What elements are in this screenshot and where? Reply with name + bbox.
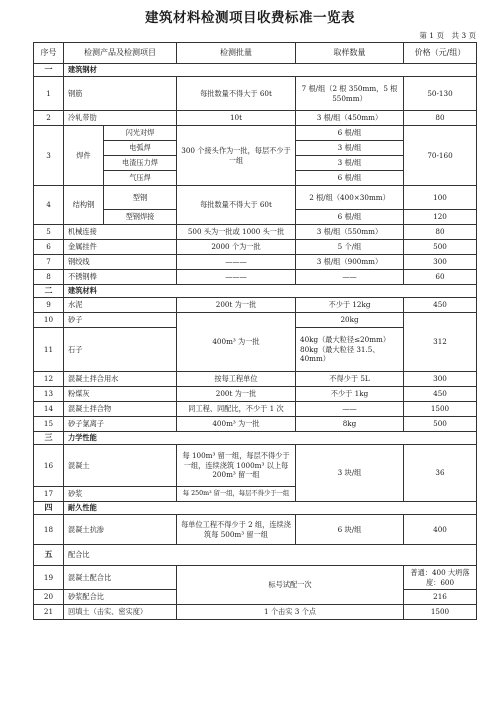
table-row: 9 水泥 200t 为一批 不少于 12kg 450	[34, 298, 477, 313]
fee-table	[33, 42, 477, 620]
table-row: 15 砂子氯离子 400m³ 为一批 8kg 500	[34, 417, 477, 432]
header-batch: 检测批量	[177, 43, 296, 64]
section-row	[34, 432, 477, 445]
table-row: 17 砂浆 每 250m³ 留一组，每层不得少于一组	[34, 487, 477, 502]
section-number: 一	[34, 64, 64, 77]
table-row: 7 钢绞线 ——— 3 根/组（900mm） 300	[34, 255, 477, 270]
header-item: 检测产品及检测项目	[64, 43, 177, 64]
table-row: 21 回填土（击实、密实度） 1 个击实 3 个点 1500	[34, 605, 477, 620]
table-row: 13 粉煤灰 200t 为一批 不少于 1kg 450	[34, 387, 477, 402]
section-name: 建筑钢材	[64, 64, 477, 77]
section-row	[34, 64, 477, 77]
page-number: 第 1 页 共 3 页	[419, 31, 476, 40]
section-row	[34, 545, 477, 566]
section-row	[34, 502, 477, 515]
table-row: 10 砂子 400m³ 为一批 20kg 312	[34, 313, 477, 328]
table-row: 电渣压力焊 3 根/组	[34, 156, 477, 171]
table-row: 12 混凝土拌合用水 按每工程单位 不得少于 5L 300	[34, 372, 477, 387]
table-header	[34, 43, 477, 64]
table-row: 电弧焊 3 根/组	[34, 141, 477, 156]
table-row: 气压焊 6 根/组	[34, 171, 477, 186]
table-row: 5 机械连接 500 头为一批或 1000 头一批 3 根/组（550mm） 80	[34, 225, 477, 240]
table-row: 14 混凝土拌合物 同工程、同配比，不少于 1 次 —— 1500	[34, 402, 477, 417]
section-number: 二	[34, 285, 64, 298]
table-row: 3 焊件 闪光对焊 300 个接头作为一批，每层不少于一组 6 根/组 70-160	[34, 126, 477, 141]
table-row: 19 混凝土配合比 标号试配一次 普通：400 大坍落度：600	[34, 566, 477, 590]
page-title: 建筑材料检测项目收费标准一览表	[145, 10, 355, 26]
table-row: 2 冷轧带肋 10t 3 根/组（450mm） 80	[34, 111, 477, 126]
section-name: 建筑材料	[64, 285, 477, 298]
section-row	[34, 285, 477, 298]
table-row: 8 不锈钢棒 ——— —— 60	[34, 270, 477, 285]
header-price: 价格（元/组）	[404, 43, 477, 64]
section-number: 五	[34, 545, 64, 566]
section-number: 四	[34, 502, 64, 515]
table-row: 4 结构钢 型钢 每批数量不得大于 60t 2 根/组（400×30mm） 100	[34, 186, 477, 210]
section-name: 耐久性能	[64, 502, 477, 515]
table-row: 20 砂浆配合比 216	[34, 590, 477, 605]
header-qty: 取样数量	[296, 43, 404, 64]
table-row: 16 混凝土 每 100m³ 留一组，每层不得少于一组，连续浇筑 1000m³ 以上每 200m³ 留一组 3 块/组 36	[34, 445, 477, 487]
header-no: 序号	[34, 43, 64, 64]
table-row: 6 金属挂件 2000 个为一批 5 个/组 500	[34, 240, 477, 255]
section-name: 力学性能	[64, 432, 477, 445]
table-row: 型钢焊接 6 根/组 120	[34, 210, 477, 225]
table-row: 11 石子 40kg（最大粒径≤20mm）80kg（最大粒径 31.5、40mm）	[34, 328, 477, 372]
section-name: 配合比	[64, 545, 477, 566]
table-row: 18 混凝土抗渗 每单位工程不得少于 2 组，连续浇筑每 500m³ 留一组 6 块/组 400	[34, 515, 477, 545]
section-number: 三	[34, 432, 64, 445]
table-row: 1 钢筋 每批数量不得大于 60t 7 根/组（2 根 350mm，5 根 550mm） 50-130	[34, 77, 477, 111]
